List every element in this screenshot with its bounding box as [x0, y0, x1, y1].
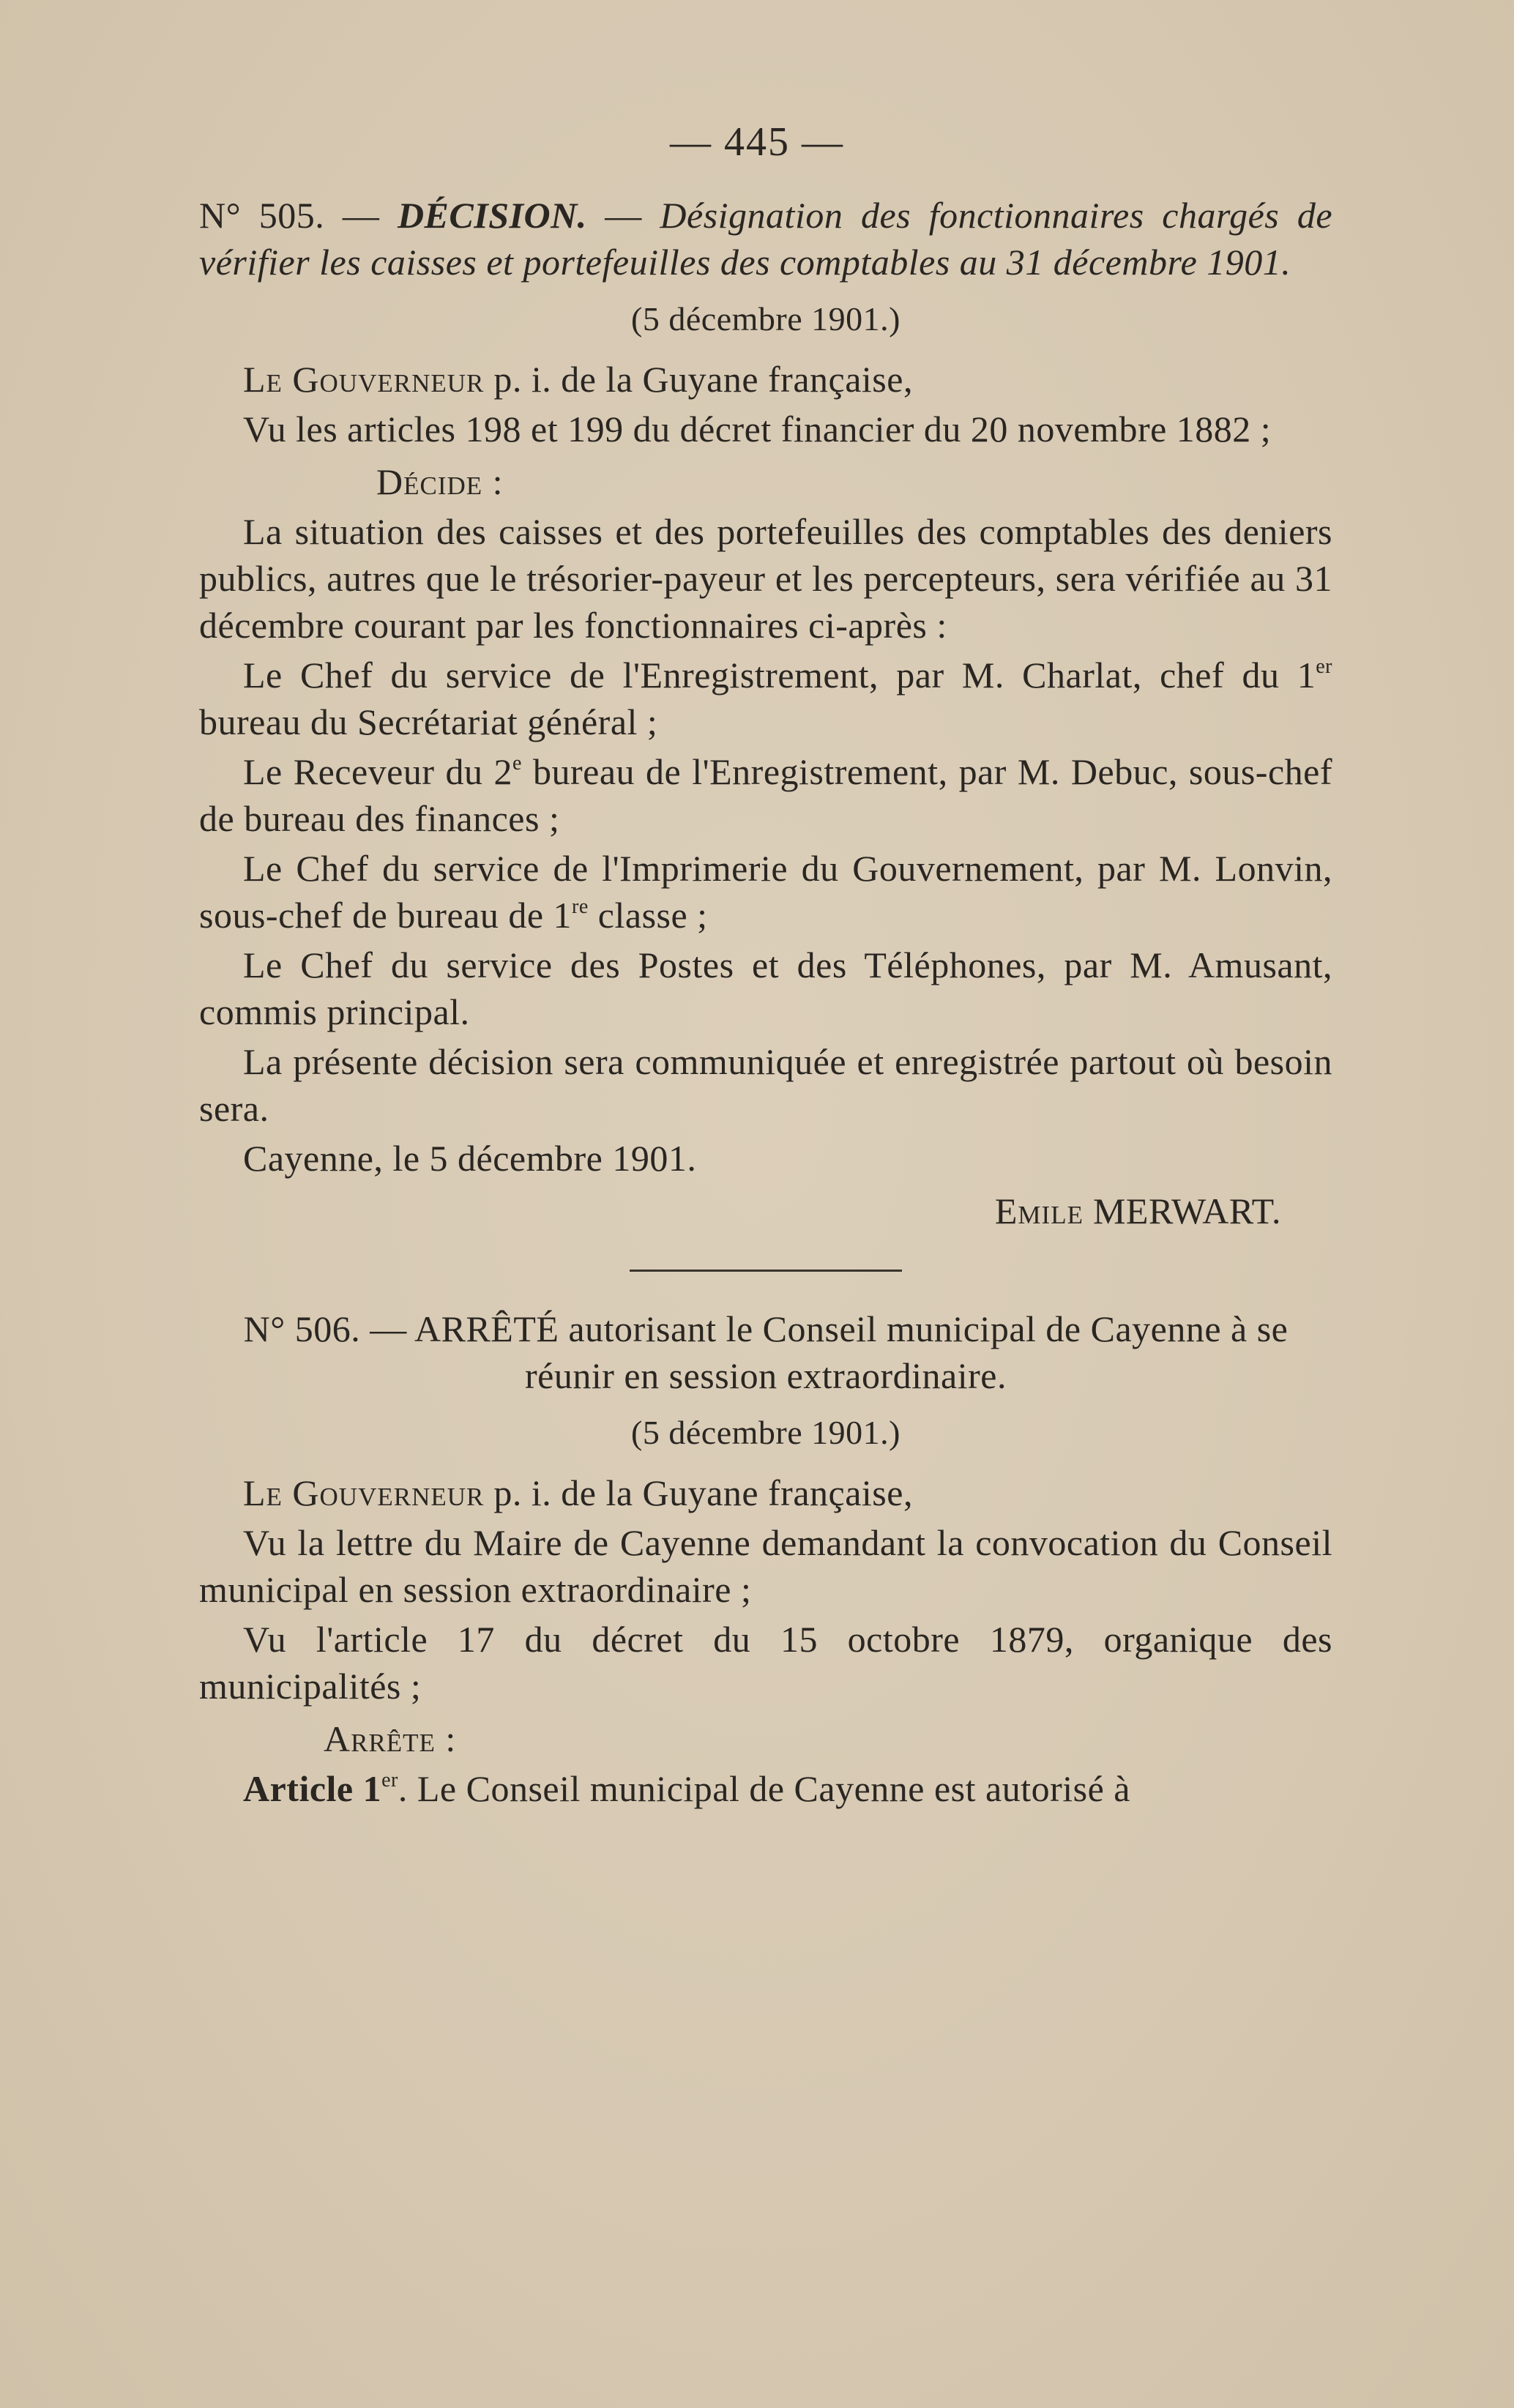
place-date: Cayenne, le 5 décembre 1901. — [243, 1138, 697, 1179]
signature-first-name: Emile — [994, 1190, 1084, 1231]
paragraph-text: bureau du Secrétariat général ; — [199, 701, 658, 742]
considerant: Vu l'article 17 du décret du 15 octobre 1879, organique des municipalités ; — [199, 1619, 1332, 1707]
heading-dash: — — [605, 195, 642, 236]
ordinal-suffix: re — [572, 895, 589, 918]
arrete-number: N° 506. — [243, 1308, 361, 1349]
considerant: Vu les articles 198 et 199 du décret financier du 20 novembre 1882 ; — [243, 409, 1272, 450]
arrete-subject: autorisant le Conseil municipal de Cayenne à se réunir en session extraordinaire. — [525, 1308, 1289, 1396]
paragraph — [199, 845, 1332, 939]
decision-number: N° 505. — [199, 195, 325, 236]
ordinal-suffix: e — [512, 752, 522, 775]
paragraph-text: Le Chef du service de l'Imprimerie du Gouvernement, par M. Lonvin, sous-chef de bureau de 1 — [199, 848, 1332, 936]
issuer-rest: p. i. de la Guyane française, — [484, 359, 913, 400]
decision-word: Décide : — [376, 461, 504, 502]
paragraph — [199, 748, 1332, 842]
ordinal-suffix: er — [1316, 655, 1332, 678]
arrete-506-heading — [199, 1305, 1332, 1399]
issuer-title: Le Gouverneur — [243, 359, 485, 400]
paragraph-text: Le Chef du service de l'Enregistrement, par M. Charlat, chef du 1 — [243, 655, 1316, 696]
decision-subject: Désignation des fonctionnaires chargés de vérifier les caisses et portefeuilles des comptables au 31 décembre 1901. — [199, 195, 1333, 283]
arrete-date: (5 décembre 1901.) — [631, 1414, 900, 1451]
decision-date: (5 décembre 1901.) — [631, 300, 900, 338]
article-number: Article 1 — [243, 1768, 382, 1809]
issuer-line — [199, 356, 1332, 403]
decision-505-heading — [199, 192, 1332, 286]
paragraph — [199, 652, 1332, 745]
paragraph-text: bureau de l'Enregistrement, par M. Debuc, sous-chef de bureau des finances ; — [199, 751, 1332, 839]
considerant: Vu la lettre du Maire de Cayenne demandant la convocation du Conseil municipal en session extraordinaire ; — [199, 1522, 1332, 1610]
issuer-rest: p. i. de la Guyane française, — [484, 1472, 913, 1513]
paragraph: La situation des caisses et des portefeuilles des comptables des deniers publics, autres que le trésorier-payeur et les percepteurs, sera vérifiée au 31 décembre courant par les fonctionnaires ci-après : — [199, 511, 1332, 646]
decision-word: Arrête : — [324, 1718, 457, 1759]
article — [199, 1765, 1332, 1812]
decision-505-block — [199, 192, 1332, 1812]
issuer-title: Le Gouverneur — [243, 1472, 485, 1513]
page-number: — 445 — — [670, 119, 844, 165]
paragraph: La présente décision sera communiquée et enregistrée partout où besoin sera. — [199, 1041, 1332, 1129]
article-text: . Le Conseil municipal de Cayenne est autorisé à — [398, 1768, 1130, 1809]
issuer-line — [199, 1469, 1332, 1516]
ordinal-suffix: er — [381, 1769, 398, 1792]
paragraph-text: classe ; — [588, 895, 708, 936]
signature-last-name: MERWART. — [1083, 1190, 1281, 1231]
paragraph-text: Le Receveur du 2 — [243, 751, 513, 792]
decision-title: DÉCISION. — [397, 195, 587, 236]
signature — [199, 1188, 1332, 1234]
arrete-title: ARRÊTÉ — [414, 1308, 559, 1349]
paragraph: Le Chef du service des Postes et des Téléphones, par M. Amusant, commis principal. — [199, 944, 1332, 1032]
section-divider — [630, 1270, 902, 1272]
heading-dash: — — [370, 1308, 407, 1349]
heading-dash: — — [342, 195, 380, 236]
